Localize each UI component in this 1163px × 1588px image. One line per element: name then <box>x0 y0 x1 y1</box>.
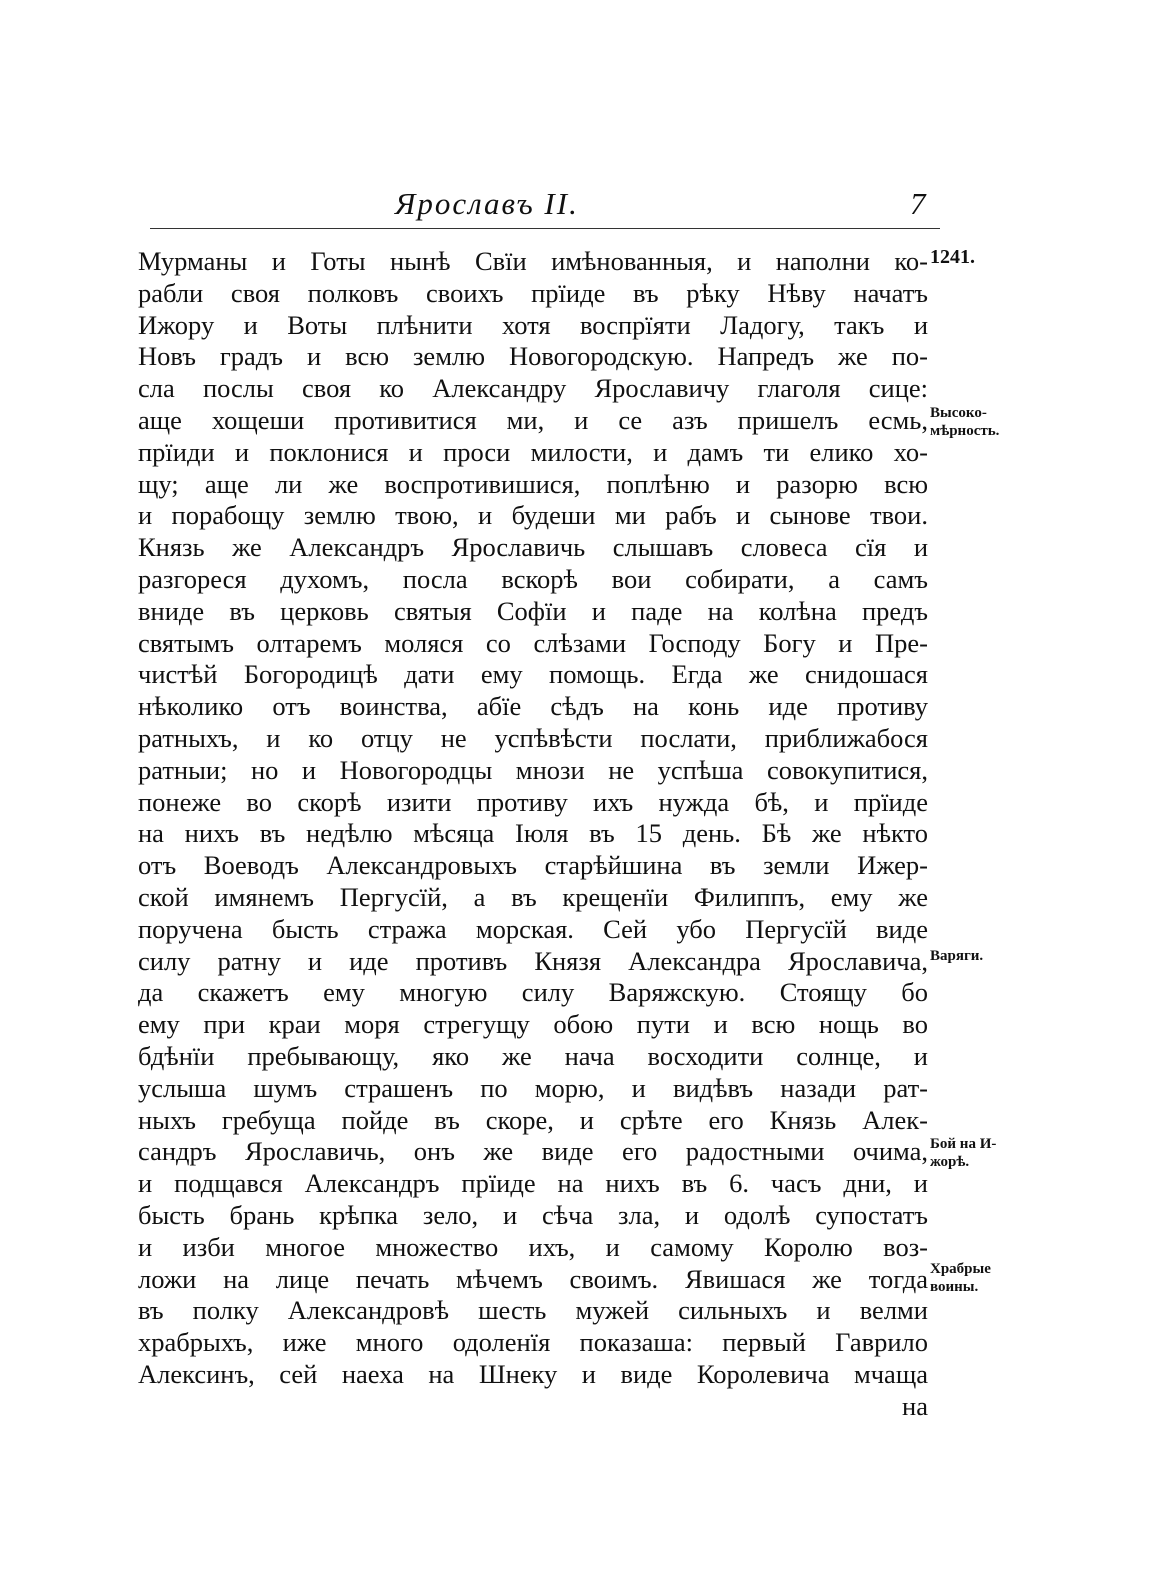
page-number: 7 <box>910 186 926 221</box>
text-line: услыша шумъ страшенъ по морю, и видѣвъ назади рат- <box>138 1072 928 1103</box>
margin-note-year <box>930 248 975 266</box>
margin-note-line: мѣрность. <box>930 423 1000 439</box>
margin-note-line: Бой на И- <box>930 1136 997 1152</box>
text-line: чистѣй Богородицѣ дати ему помощь. Егда же снидошася <box>138 659 928 690</box>
text-line: прïиди и поклонися и проси милости, и дамъ ти елико хо- <box>138 436 928 467</box>
margin-note-arrogance <box>930 404 999 440</box>
text-line: и порабощу землю твою, и будеши ми рабъ и сынове твои. <box>138 500 928 531</box>
catchword: на <box>902 1390 928 1421</box>
text-line: разгореся духомъ, посла вскорѣ вои собирати, а самъ <box>138 563 928 594</box>
text-line: въ полку Александровѣ шесть мужей сильныхъ и велми <box>138 1295 928 1326</box>
margin-note-warriors <box>930 1260 991 1296</box>
text-line: ской имянемъ Пергусïй, а въ крещенïи Филиппъ, ему же <box>138 881 928 912</box>
text-line: и подщався Александръ прïиде на нихъ въ 6. часъ дни, и <box>138 1168 928 1199</box>
text-line: храбрыхъ, иже много одоленïя показаша: первый Гаврило <box>138 1327 928 1358</box>
text-line: сандръ Ярославичь, онъ же виде его радостными очима, <box>138 1136 928 1167</box>
running-title: Ярославъ II. <box>395 186 579 221</box>
margin-note-line: 1241. <box>930 246 975 268</box>
text-line: Мурманы и Готы нынѣ Свïи имѣнованныя, и наполни ко- <box>138 246 928 276</box>
text-line: сла послы своя ко Александру Ярославичу глаголя сице: <box>138 373 928 404</box>
margin-note-varangians <box>930 947 983 965</box>
text-line: бысть брань крѣпка зело, и сѣча зла, и одолѣ супостатъ <box>138 1199 928 1230</box>
text-line: ратныи; но и Новогородцы мнози не успѣша совокупитися, <box>138 754 928 785</box>
text-line: рабли своя полковъ своихъ прïиде въ рѣку Нѣву начатъ <box>138 277 928 308</box>
text-line: Ижору и Воты плѣнити хотя воспрïяти Ладогу, такъ и <box>138 309 928 340</box>
text-line: ему при краи моря стрегущу обою пути и всю нощь во <box>138 1009 928 1040</box>
text-line: на нихъ въ недѣлю мѣсяца Iюля въ 15 день. Бѣ же нѣкто <box>138 818 928 849</box>
main-text <box>138 246 928 1422</box>
margin-note-line: Храбрые <box>930 1261 991 1277</box>
text-line: понеже во скорѣ изити противу ихъ нужда бѣ, и прïиде <box>138 786 928 817</box>
text-line: святымъ олтаремъ моляся со слѣзами Господу Богу и Пре- <box>138 627 928 658</box>
margin-note-line: воины. <box>930 1279 979 1295</box>
text-line: отъ Воеводъ Александровыхъ старѣйшина въ земли Ижер- <box>138 850 928 881</box>
text-line: аще хощеши противитися ми, и се азъ пришелъ есмь, <box>138 404 928 435</box>
text-line: поручена бысть стража морская. Сей убо Пергусïй виде <box>138 913 928 944</box>
text-line: ложи на лице печать мѣчемъ своимъ. Явишася же тогда <box>138 1263 928 1294</box>
text-line: Алексинъ, сей наеха на Шнеку и виде Королевича мчаща <box>138 1358 928 1389</box>
text-line: ратныхъ, и ко отцу не успѣвѣсти послати, приближабося <box>138 722 928 753</box>
text-line: Князь же Александръ Ярославичь слышавъ словеса сïя и <box>138 532 928 563</box>
header-rule <box>150 228 940 229</box>
text-line: щу; аще ли же воспротивишися, поплѣню и разорю всю <box>138 468 928 499</box>
text-line: нѣколико отъ воинства, абïе сѣдъ на конь иде противу <box>138 691 928 722</box>
margin-note-line: Варяги. <box>930 948 984 964</box>
text-line: вниде въ церковь святыя Софïи и паде на колѣна предъ <box>138 595 928 626</box>
text-line: ныхъ гребуща пойде въ скоре, и срѣте его Князь Алек- <box>138 1104 928 1135</box>
margin-note-battle <box>930 1135 996 1171</box>
text-line: да скажетъ ему многую силу Варяжскую. Стоящу бо <box>138 977 928 1008</box>
margin-note-line: жорѣ. <box>930 1154 970 1170</box>
margin-note-line: Высоко- <box>930 405 987 421</box>
text-line: Новъ градъ и всю землю Новогородскую. Напредъ же по- <box>138 341 928 372</box>
text-line: бдѣнïи пребывающу, яко же нача восходити солнце, и <box>138 1040 928 1071</box>
text-line: силу ратну и иде противъ Князя Александра Ярославича, <box>138 945 928 976</box>
text-line: и изби многое множество ихъ, и самому Королю воз- <box>138 1231 928 1262</box>
